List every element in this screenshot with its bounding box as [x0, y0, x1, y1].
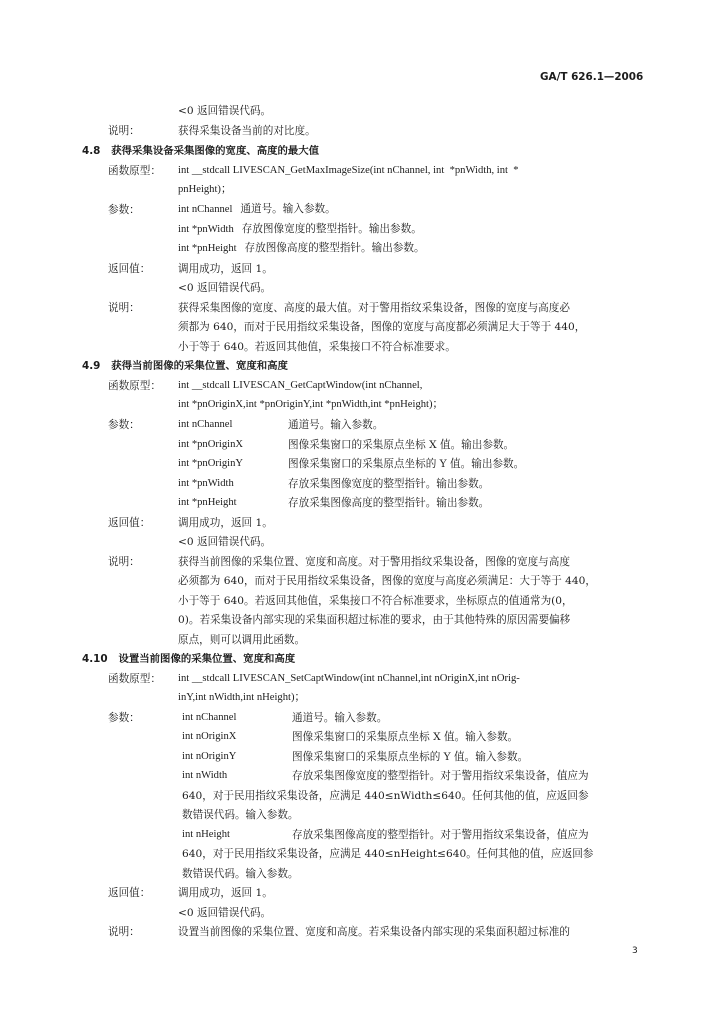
text-line: 调用成功，返回 1。: [178, 517, 273, 529]
text-line: 必须都为 640，而对于民用指纹采集设备，图像的宽度与高度必须满足：大于等于 440，: [178, 575, 596, 587]
code-line: int *pnOriginX,int *pnOriginY,int *pnWidth,int *pnHeight)；: [178, 399, 444, 410]
param-line: int *pnWidth 存放图像宽度的整型指针。输出参数。: [178, 224, 422, 235]
code-line: int __stdcall LIVESCAN_GetMaxImageSize(int nChannel, int *pnWidth, int *: [178, 165, 519, 176]
code-line: inY,int nWidth,int nHeight)；: [178, 692, 306, 703]
label-prototype: 函数原型：: [108, 673, 161, 685]
text-line: 获得采集设备当前的对比度。: [178, 125, 316, 137]
text-line: <0 返回错误代码。: [178, 907, 272, 919]
param-desc: 图像采集窗口的采集原点坐标的 Y 值。输入参数。: [292, 751, 529, 763]
param-desc: 存放采集图像高度的整型指针。输出参数。: [288, 497, 490, 509]
text-line: <0 返回错误代码。: [178, 282, 272, 294]
label-return: 返回值：: [108, 887, 151, 899]
standard-code-header: GA/T 626.1—2006: [540, 71, 644, 83]
label-note: 说明：: [108, 926, 140, 938]
text-line: <0 返回错误代码。: [178, 105, 272, 117]
label-note: 说明：: [108, 556, 140, 568]
param-line: int nChannel 通道号。输入参数。: [178, 204, 336, 215]
text-line: <0 返回错误代码。: [178, 536, 272, 548]
label-prototype: 函数原型：: [108, 165, 161, 177]
param-name: int *pnOriginX: [178, 439, 244, 450]
code-line: int __stdcall LIVESCAN_GetCaptWindow(int nChannel,: [178, 380, 423, 391]
label-return: 返回值：: [108, 263, 151, 275]
text-line: 获得采集图像的宽度、高度的最大值。对于警用指纹采集设备，图像的宽度与高度必: [178, 302, 570, 314]
label-return: 返回值：: [108, 517, 151, 529]
param-name: int *pnWidth: [178, 478, 234, 489]
section-heading-4-9: 4.9 获得当前图像的采集位置、宽度和高度: [82, 360, 288, 372]
code-line: int __stdcall LIVESCAN_SetCaptWindow(int nChannel,int nOriginX,int nOrig-: [178, 673, 520, 684]
param-name: int nOriginY: [182, 751, 237, 762]
param-line: int *pnHeight 存放图像高度的整型指针。输出参数。: [178, 243, 425, 254]
param-name: int nChannel: [178, 419, 233, 430]
text-line: 须都为 640，而对于民用指纹采集设备，图像的宽度与高度都必须满足大于等于 440，: [178, 321, 586, 333]
label-note: 说明：: [108, 125, 140, 137]
text-line: 小于等于 640。若返回其他值，采集接口不符合标准要求。: [178, 341, 456, 353]
param-desc: 通道号。输入参数。: [292, 712, 388, 724]
text-line: 数错误代码。输入参数。: [182, 809, 299, 821]
param-name: int nHeight: [182, 829, 230, 840]
section-heading-4-10: 4.10 设置当前图像的采集位置、宽度和高度: [82, 653, 296, 665]
param-name: int *pnHeight: [178, 497, 237, 508]
label-params: 参数：: [108, 419, 140, 431]
section-heading-4-8: 4.8 获得采集设备采集图像的宽度、高度的最大值: [82, 145, 320, 157]
code-line: pnHeight)；: [178, 184, 232, 195]
param-desc: 存放采集图像宽度的整型指针。输出参数。: [288, 478, 490, 490]
page-number: 3: [632, 946, 638, 956]
text-line: 640，对于民用指纹采集设备，应满足 440≤nHeight≤640。任何其他的值，应返回参: [182, 848, 594, 860]
param-name: int nWidth: [182, 770, 228, 781]
text-line: 0)。若采集设备内部实现的采集面积超过标准的要求，由于其他特殊的原因需要偏移: [178, 614, 571, 626]
label-prototype: 函数原型：: [108, 380, 161, 392]
text-line: 调用成功，返回 1。: [178, 887, 273, 899]
text-line: 640，对于民用指纹采集设备，应满足 440≤nWidth≤640。任何其他的值，应返回参: [182, 790, 589, 802]
param-desc: 存放采集图像宽度的整型指针。对于警用指纹采集设备，值应为: [292, 770, 589, 782]
text-line: 设置当前图像的采集位置、宽度和高度。若采集设备内部实现的采集面积超过标准的: [178, 926, 570, 938]
param-name: int *pnOriginY: [178, 458, 244, 469]
param-desc: 图像采集窗口的采集原点坐标的 Y 值。输出参数。: [288, 458, 525, 470]
param-name: int nChannel: [182, 712, 237, 723]
param-desc: 存放采集图像高度的整型指针。对于警用指纹采集设备，值应为: [292, 829, 589, 841]
label-note: 说明：: [108, 302, 140, 314]
text-line: 原点，则可以调用此函数。: [178, 634, 306, 646]
param-desc: 图像采集窗口的采集原点坐标 X 值。输出参数。: [288, 439, 515, 451]
label-params: 参数：: [108, 204, 140, 216]
text-line: 获得当前图像的采集位置、宽度和高度。对于警用指纹采集设备，图像的宽度与高度: [178, 556, 570, 568]
param-desc: 图像采集窗口的采集原点坐标 X 值。输入参数。: [292, 731, 519, 743]
text-line: 数错误代码。输入参数。: [182, 868, 299, 880]
param-name: int nOriginX: [182, 731, 237, 742]
text-line: 调用成功，返回 1。: [178, 263, 273, 275]
label-params: 参数：: [108, 712, 140, 724]
param-desc: 通道号。输入参数。: [288, 419, 384, 431]
text-line: 小于等于 640。若返回其他值，采集接口不符合标准要求，坐标原点的值通常为(0，: [178, 595, 573, 607]
